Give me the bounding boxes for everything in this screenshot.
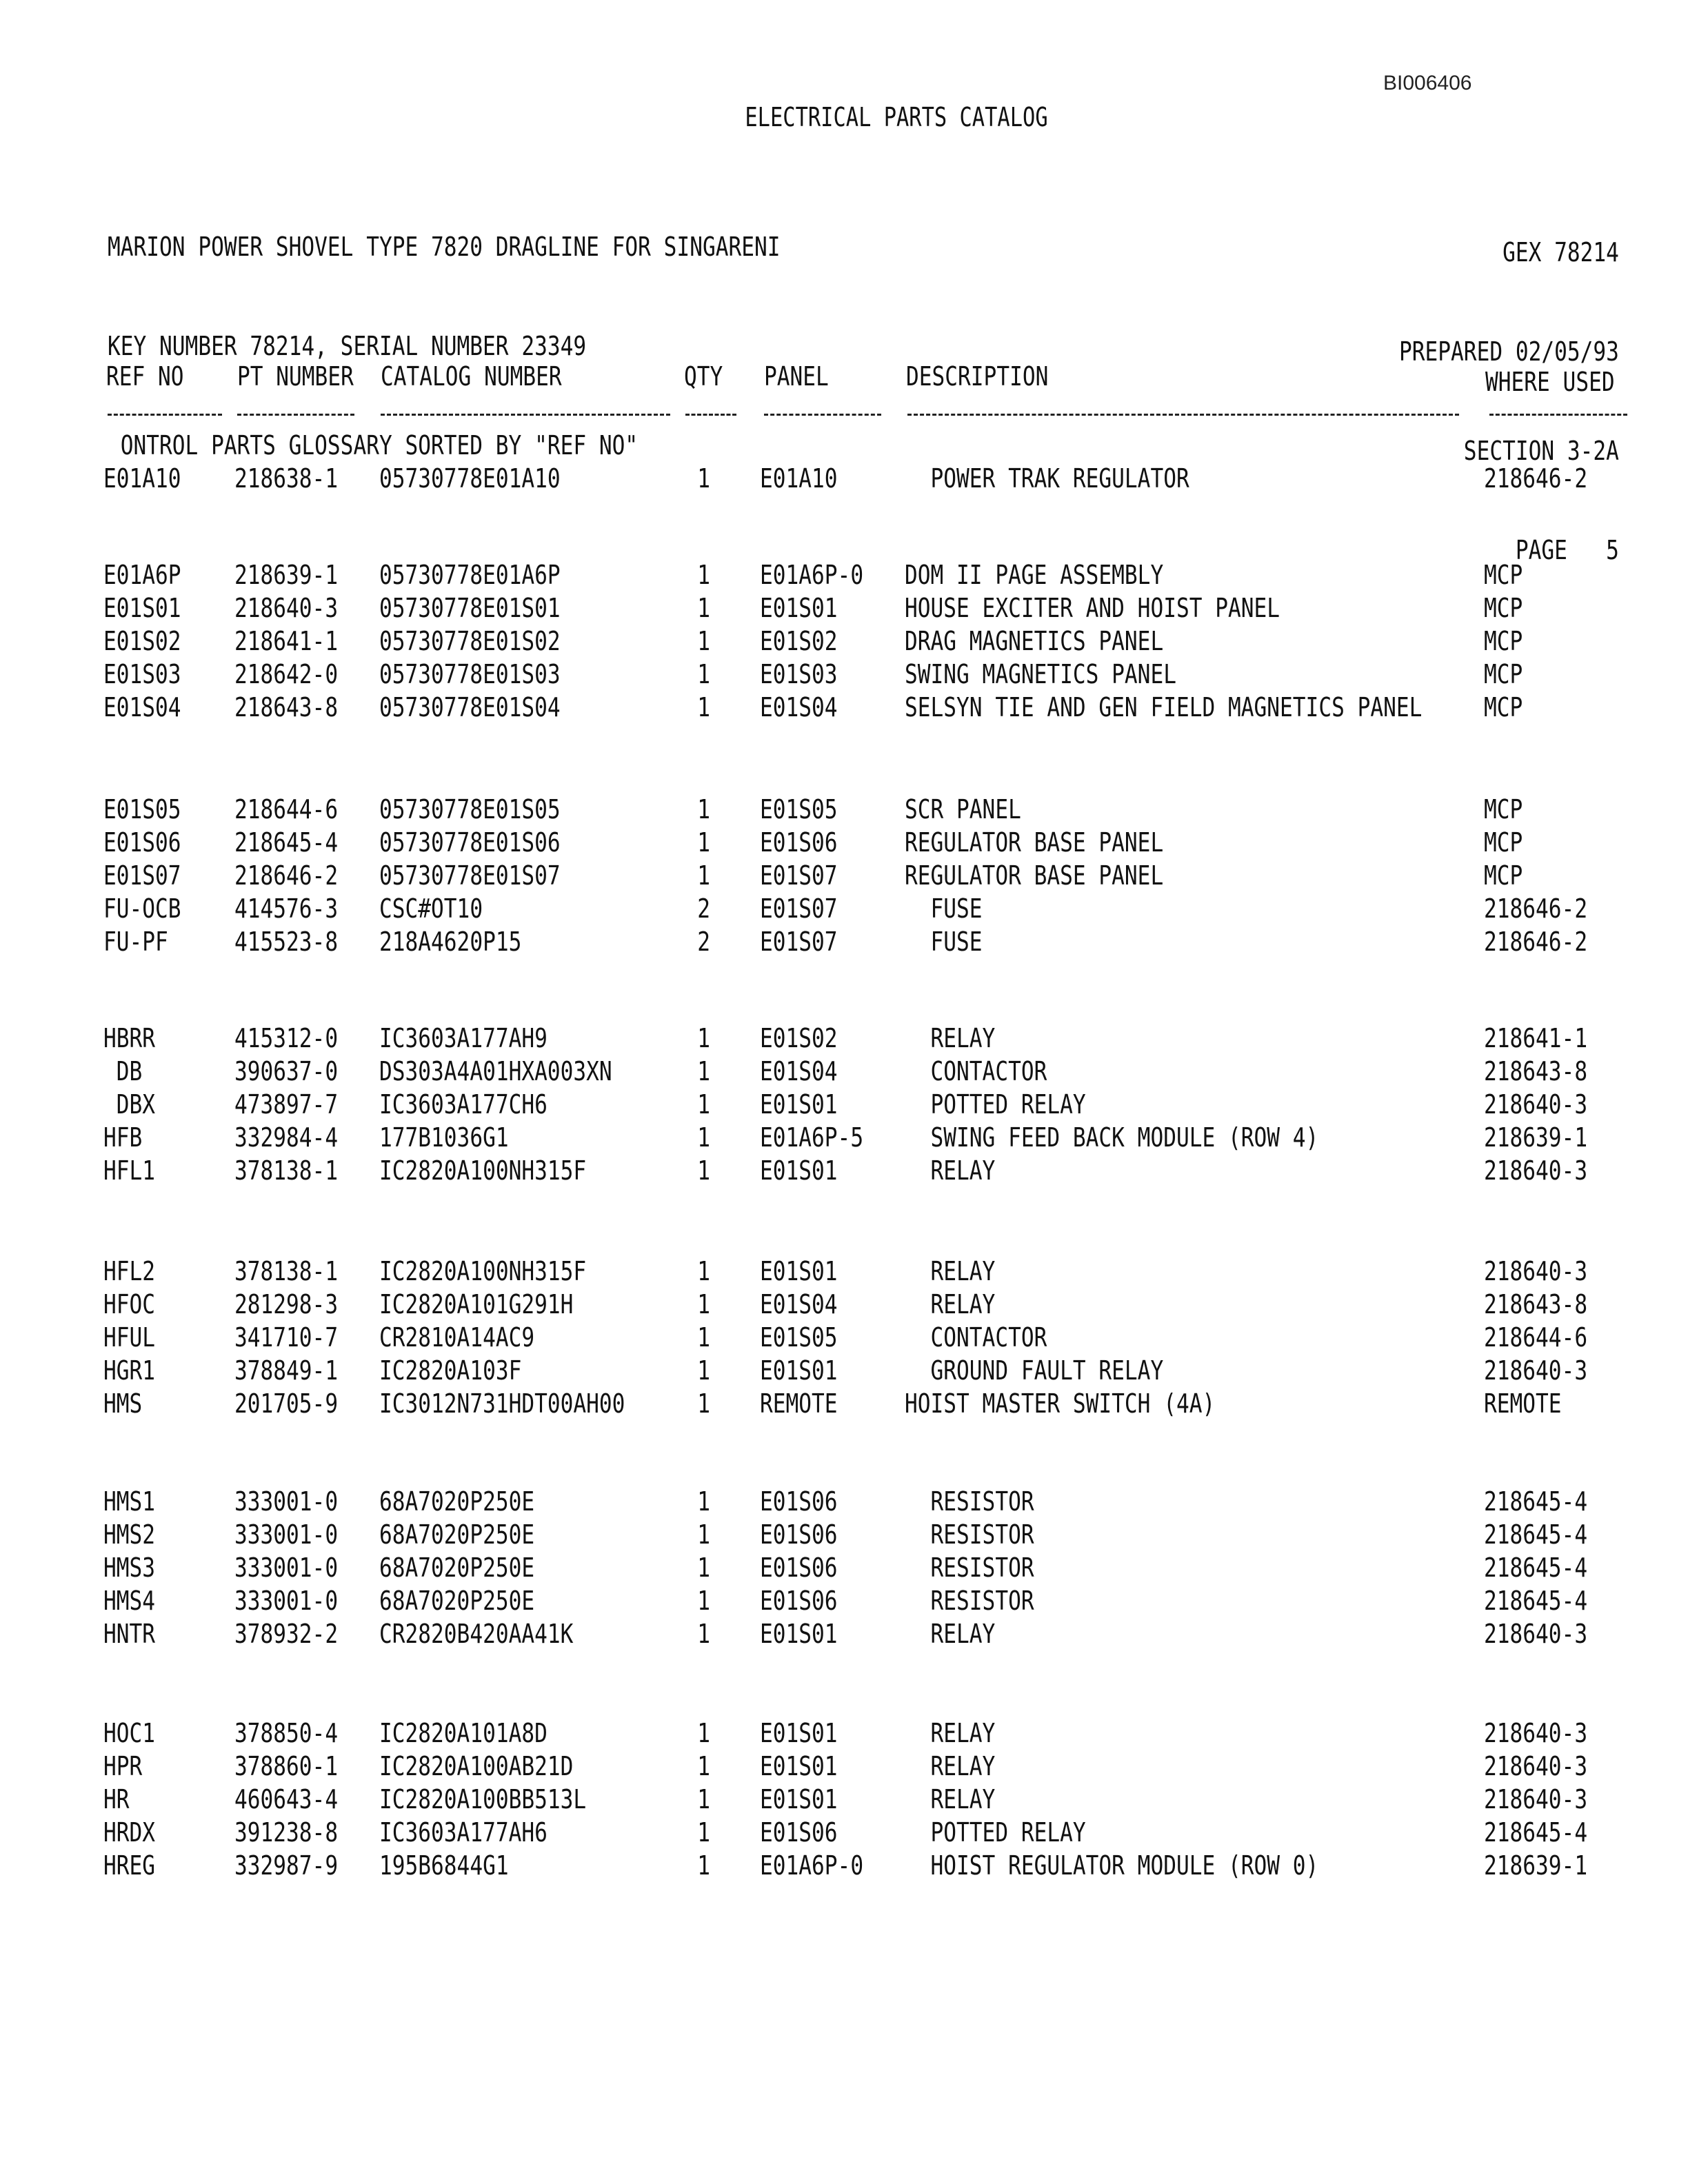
row-panel: E01S07	[760, 927, 838, 957]
row-panel: E01S07	[760, 860, 838, 891]
row-where-used: 218646-2	[1484, 893, 1588, 924]
row-where-used: MCP	[1484, 692, 1523, 722]
column-header-catalog-number: CATALOG NUMBER	[381, 361, 562, 392]
row-catalog-number: 05730778E01S05	[379, 794, 561, 825]
row-catalog-number: IC3603A177AH9	[379, 1023, 547, 1053]
row-panel: E01S01	[760, 1751, 838, 1781]
header-page-number: PAGE 5	[1515, 535, 1619, 565]
row-description: CONTACTOR	[905, 1056, 1047, 1086]
row-description: RESISTOR	[905, 1519, 1034, 1550]
row-catalog-number: 195B6844G1	[379, 1850, 509, 1881]
table-row	[0, 1121, 1688, 1154]
row-catalog-number: 05730778E01S03	[379, 659, 561, 689]
row-description: POTTED RELAY	[905, 1817, 1086, 1848]
table-row	[0, 691, 1688, 724]
row-pt-number: 414576-3	[234, 893, 339, 924]
row-panel: E01S04	[760, 692, 838, 722]
table-row	[0, 1088, 1688, 1121]
row-catalog-number: IC2820A101G291H	[379, 1289, 574, 1320]
row-pt-number: 378860-1	[234, 1751, 339, 1781]
row-ref-no: HOC1	[103, 1718, 156, 1748]
row-description: HOIST REGULATOR MODULE (ROW 0)	[905, 1850, 1319, 1881]
row-description: RELAY	[905, 1023, 996, 1053]
row-catalog-number: IC2820A100NH315F	[379, 1155, 587, 1186]
row-description: FUSE	[905, 927, 983, 957]
row-description: HOIST MASTER SWITCH (4A)	[905, 1388, 1216, 1419]
table-row	[0, 1022, 1688, 1055]
row-description: FUSE	[905, 893, 983, 924]
row-where-used: 218645-4	[1484, 1553, 1588, 1583]
table-row	[0, 1321, 1688, 1354]
row-where-used: 218640-3	[1484, 1619, 1588, 1649]
row-pt-number: 333001-0	[234, 1486, 339, 1517]
row-pt-number: 341710-7	[234, 1322, 339, 1353]
row-pt-number: 218644-6	[234, 794, 339, 825]
table-row	[0, 1354, 1688, 1387]
row-pt-number: 378849-1	[234, 1355, 339, 1386]
row-where-used: 218639-1	[1484, 1850, 1588, 1881]
row-catalog-number: 05730778E01A6P	[379, 560, 561, 590]
row-panel: E01S06	[760, 1486, 838, 1517]
row-where-used: MCP	[1484, 860, 1523, 891]
row-pt-number: 333001-0	[234, 1519, 339, 1550]
row-ref-no: HREG	[103, 1850, 156, 1881]
row-pt-number: 218643-8	[234, 692, 339, 722]
row-qty: 1	[697, 692, 710, 722]
column-header-pt-number: PT NUMBER	[237, 361, 354, 392]
table-row	[0, 1783, 1688, 1816]
column-rule	[381, 414, 670, 416]
row-where-used: 218646-2	[1484, 463, 1588, 494]
row-where-used: REMOTE	[1484, 1388, 1562, 1419]
row-panel: E01S01	[760, 1619, 838, 1649]
table-row	[0, 1584, 1688, 1617]
row-ref-no: DB	[103, 1056, 143, 1086]
table-row	[0, 1849, 1688, 1882]
row-qty: 1	[697, 1155, 710, 1186]
header-section: SECTION 3-2A	[1463, 436, 1619, 466]
row-pt-number: 218640-3	[234, 593, 339, 623]
row-ref-no: DBX	[103, 1089, 156, 1120]
row-panel: E01S01	[760, 1784, 838, 1814]
row-ref-no: FU-PF	[103, 927, 168, 957]
row-qty: 1	[697, 1486, 710, 1517]
row-qty: 1	[697, 1089, 710, 1120]
row-catalog-number: 05730778E01A10	[379, 463, 561, 494]
row-qty: 1	[697, 560, 710, 590]
row-panel: E01S07	[760, 893, 838, 924]
row-ref-no: HFOC	[103, 1289, 156, 1320]
row-description: RELAY	[905, 1784, 996, 1814]
row-description: RELAY	[905, 1619, 996, 1649]
header-line-machine: MARION POWER SHOVEL TYPE 7820 DRAGLINE FOR SINGARENI	[108, 232, 781, 262]
row-pt-number: 415523-8	[234, 927, 339, 957]
row-qty: 1	[697, 1023, 710, 1053]
table-row	[0, 1288, 1688, 1321]
row-catalog-number: IC2820A100AB21D	[379, 1751, 574, 1781]
row-qty: 1	[697, 1619, 710, 1649]
row-pt-number: 201705-9	[234, 1388, 339, 1419]
row-ref-no: HGR1	[103, 1355, 156, 1386]
row-where-used: MCP	[1484, 794, 1523, 825]
row-ref-no: E01S04	[103, 692, 181, 722]
table-row	[0, 1387, 1688, 1420]
row-description: RELAY	[905, 1751, 996, 1781]
row-catalog-number: 05730778E01S06	[379, 827, 561, 858]
catalog-title: ELECTRICAL PARTS CATALOG	[745, 102, 1048, 132]
row-pt-number: 281298-3	[234, 1289, 339, 1320]
row-panel: E01S06	[760, 1586, 838, 1616]
row-ref-no: HFL2	[103, 1256, 156, 1286]
column-header-panel: PANEL	[764, 361, 829, 392]
row-qty: 1	[697, 1122, 710, 1153]
row-description: REGULATOR BASE PANEL	[905, 827, 1164, 858]
row-pt-number: 378138-1	[234, 1256, 339, 1286]
table-row	[0, 1485, 1688, 1518]
row-pt-number: 473897-7	[234, 1089, 339, 1120]
row-catalog-number: CSC#OT10	[379, 893, 483, 924]
row-ref-no: E01S05	[103, 794, 181, 825]
column-rule	[1489, 414, 1627, 416]
row-qty: 1	[697, 659, 710, 689]
row-ref-no: HFL1	[103, 1155, 156, 1186]
row-description: POWER TRAK REGULATOR	[905, 463, 1189, 494]
row-pt-number: 391238-8	[234, 1817, 339, 1848]
row-panel: E01A10	[760, 463, 838, 494]
row-description: POTTED RELAY	[905, 1089, 1086, 1120]
row-catalog-number: 05730778E01S07	[379, 860, 561, 891]
header-gex-number: GEX 78214	[1503, 237, 1619, 267]
row-qty: 1	[697, 1718, 710, 1748]
row-qty: 1	[697, 1850, 710, 1881]
row-where-used: 218640-3	[1484, 1256, 1588, 1286]
document-id: BI006406	[1383, 72, 1472, 94]
row-qty: 1	[697, 1553, 710, 1583]
row-qty: 1	[697, 827, 710, 858]
table-row	[0, 1154, 1688, 1187]
row-panel: E01S05	[760, 794, 838, 825]
row-description: SWING MAGNETICS PANEL	[905, 659, 1176, 689]
row-description: HOUSE EXCITER AND HOIST PANEL	[905, 593, 1280, 623]
header-line-key-serial: KEY NUMBER 78214, SERIAL NUMBER 23349	[108, 331, 587, 361]
row-where-used: 218640-3	[1484, 1355, 1588, 1386]
row-ref-no: HMS	[103, 1388, 143, 1419]
row-where-used: MCP	[1484, 560, 1523, 590]
row-panel: E01S01	[760, 1256, 838, 1286]
row-panel: E01S06	[760, 1817, 838, 1848]
row-panel: E01S05	[760, 1322, 838, 1353]
row-panel: E01S06	[760, 827, 838, 858]
row-qty: 1	[697, 1256, 710, 1286]
row-qty: 1	[697, 1322, 710, 1353]
row-pt-number: 378850-4	[234, 1718, 339, 1748]
row-catalog-number: 177B1036G1	[379, 1122, 509, 1153]
row-panel: E01S06	[760, 1553, 838, 1583]
row-where-used: 218640-3	[1484, 1751, 1588, 1781]
row-catalog-number: IC2820A103F	[379, 1355, 522, 1386]
row-qty: 1	[697, 1817, 710, 1848]
table-row	[0, 925, 1688, 958]
row-qty: 2	[697, 893, 710, 924]
row-catalog-number: 68A7020P250E	[379, 1586, 535, 1616]
row-catalog-number: 05730778E01S04	[379, 692, 561, 722]
row-where-used: 218646-2	[1484, 927, 1588, 957]
column-rule	[108, 414, 222, 416]
row-where-used: 218640-3	[1484, 1784, 1588, 1814]
row-pt-number: 460643-4	[234, 1784, 339, 1814]
row-ref-no: E01S07	[103, 860, 181, 891]
row-description: RELAY	[905, 1718, 996, 1748]
row-ref-no: HRDX	[103, 1817, 156, 1848]
row-pt-number: 218639-1	[234, 560, 339, 590]
row-panel: E01S06	[760, 1519, 838, 1550]
row-catalog-number: 05730778E01S01	[379, 593, 561, 623]
row-pt-number: 218646-2	[234, 860, 339, 891]
row-ref-no: E01S03	[103, 659, 181, 689]
row-catalog-number: CR2810A14AC9	[379, 1322, 535, 1353]
row-panel: E01S03	[760, 659, 838, 689]
row-where-used: 218645-4	[1484, 1519, 1588, 1550]
row-ref-no: HFUL	[103, 1322, 156, 1353]
row-where-used: 218645-4	[1484, 1817, 1588, 1848]
row-ref-no: HMS3	[103, 1553, 156, 1583]
row-catalog-number: CR2820B420AA41K	[379, 1619, 574, 1649]
row-panel: E01A6P-5	[760, 1122, 864, 1153]
row-where-used: 218639-1	[1484, 1122, 1588, 1153]
row-pt-number: 218645-4	[234, 827, 339, 858]
row-where-used: 218645-4	[1484, 1486, 1588, 1517]
row-catalog-number: 218A4620P15	[379, 927, 522, 957]
row-description: RELAY	[905, 1155, 996, 1186]
row-description: RESISTOR	[905, 1486, 1034, 1517]
row-ref-no: FU-OCB	[103, 893, 181, 924]
row-catalog-number: DS303A4A01HXA003XN	[379, 1056, 612, 1086]
row-qty: 1	[697, 1586, 710, 1616]
row-panel: E01S01	[760, 1089, 838, 1120]
table-row	[0, 1055, 1688, 1088]
row-where-used: 218641-1	[1484, 1023, 1588, 1053]
row-pt-number: 332984-4	[234, 1122, 339, 1153]
row-qty: 1	[697, 1784, 710, 1814]
row-where-used: MCP	[1484, 593, 1523, 623]
row-pt-number: 218641-1	[234, 626, 339, 656]
row-ref-no: HR	[103, 1784, 130, 1814]
row-catalog-number: IC2820A100NH315F	[379, 1256, 587, 1286]
row-catalog-number: 68A7020P250E	[379, 1553, 535, 1583]
row-where-used: 218644-6	[1484, 1322, 1588, 1353]
row-pt-number: 390637-0	[234, 1056, 339, 1086]
row-where-used: 218643-8	[1484, 1289, 1588, 1320]
column-header-ref-no: REF NO	[106, 361, 184, 392]
row-ref-no: HNTR	[103, 1619, 156, 1649]
row-where-used: 218640-3	[1484, 1089, 1588, 1120]
row-pt-number: 332987-9	[234, 1850, 339, 1881]
row-ref-no: HMS4	[103, 1586, 156, 1616]
row-qty: 1	[697, 1289, 710, 1320]
row-pt-number: 333001-0	[234, 1586, 339, 1616]
row-qty: 1	[697, 1388, 710, 1419]
row-description: RELAY	[905, 1256, 996, 1286]
row-where-used: MCP	[1484, 626, 1523, 656]
row-panel: E01A6P-0	[760, 560, 864, 590]
row-qty: 1	[697, 1355, 710, 1386]
column-rule	[764, 414, 881, 416]
row-description: RELAY	[905, 1289, 996, 1320]
row-description: SCR PANEL	[905, 794, 1021, 825]
row-panel: E01S04	[760, 1056, 838, 1086]
column-rule	[685, 414, 736, 416]
row-qty: 1	[697, 1751, 710, 1781]
column-header-where-used: WHERE USED	[1485, 367, 1615, 397]
column-header-description: DESCRIPTION	[906, 361, 1049, 392]
row-panel: E01S01	[760, 1155, 838, 1186]
row-ref-no: E01A10	[103, 463, 181, 494]
row-where-used: 218645-4	[1484, 1586, 1588, 1616]
row-qty: 1	[697, 794, 710, 825]
row-description: CONTACTOR	[905, 1322, 1047, 1353]
table-row	[0, 462, 1688, 495]
row-pt-number: 378138-1	[234, 1155, 339, 1186]
row-where-used: 218640-3	[1484, 1718, 1588, 1748]
row-qty: 1	[697, 593, 710, 623]
row-description: REGULATOR BASE PANEL	[905, 860, 1164, 891]
row-panel: E01S04	[760, 1289, 838, 1320]
row-ref-no: HMS1	[103, 1486, 156, 1517]
table-row	[0, 658, 1688, 691]
row-catalog-number: IC3603A177CH6	[379, 1089, 547, 1120]
row-pt-number: 218638-1	[234, 463, 339, 494]
row-catalog-number: 68A7020P250E	[379, 1519, 535, 1550]
row-pt-number: 415312-0	[234, 1023, 339, 1053]
table-row	[0, 1518, 1688, 1551]
row-where-used: 218643-8	[1484, 1056, 1588, 1086]
row-ref-no: E01A6P	[103, 560, 181, 590]
row-qty: 2	[697, 927, 710, 957]
row-qty: 1	[697, 463, 710, 494]
row-where-used: 218640-3	[1484, 1155, 1588, 1186]
row-ref-no: HPR	[103, 1751, 143, 1781]
row-description: RESISTOR	[905, 1553, 1034, 1583]
row-catalog-number: 68A7020P250E	[379, 1486, 535, 1517]
row-where-used: MCP	[1484, 827, 1523, 858]
row-where-used: MCP	[1484, 659, 1523, 689]
row-panel: E01S02	[760, 626, 838, 656]
row-catalog-number: 05730778E01S02	[379, 626, 561, 656]
row-panel: E01S02	[760, 1023, 838, 1053]
table-row	[0, 1816, 1688, 1849]
row-description: DRAG MAGNETICS PANEL	[905, 626, 1164, 656]
row-ref-no: E01S06	[103, 827, 181, 858]
row-description: DOM II PAGE ASSEMBLY	[905, 560, 1164, 590]
column-rule	[907, 414, 1459, 416]
table-row	[0, 1617, 1688, 1650]
table-row	[0, 625, 1688, 658]
row-panel: REMOTE	[760, 1388, 838, 1419]
row-panel: E01S01	[760, 593, 838, 623]
row-catalog-number: IC3603A177AH6	[379, 1817, 547, 1848]
table-row	[0, 892, 1688, 925]
table-row	[0, 1551, 1688, 1584]
row-catalog-number: IC2820A100BB513L	[379, 1784, 587, 1814]
row-description: SELSYN TIE AND GEN FIELD MAGNETICS PANEL	[905, 692, 1423, 722]
row-panel: E01S01	[760, 1718, 838, 1748]
row-ref-no: HFB	[103, 1122, 143, 1153]
table-row	[0, 826, 1688, 859]
row-qty: 1	[697, 626, 710, 656]
row-qty: 1	[697, 860, 710, 891]
table-row	[0, 793, 1688, 826]
row-pt-number: 378932-2	[234, 1619, 339, 1649]
row-description: GROUND FAULT RELAY	[905, 1355, 1164, 1386]
row-pt-number: 218642-0	[234, 659, 339, 689]
row-catalog-number: IC3012N731HDT00AH00	[379, 1388, 625, 1419]
column-header-qty: QTY	[684, 361, 723, 392]
row-ref-no: HMS2	[103, 1519, 156, 1550]
row-qty: 1	[697, 1056, 710, 1086]
row-qty: 1	[697, 1519, 710, 1550]
row-catalog-number: IC2820A101A8D	[379, 1718, 547, 1748]
table-row	[0, 859, 1688, 892]
row-panel: E01A6P-0	[760, 1850, 864, 1881]
table-row	[0, 1750, 1688, 1783]
header-line-glossary: ONTROL PARTS GLOSSARY SORTED BY "REF NO"	[108, 430, 639, 461]
row-ref-no: HBRR	[103, 1023, 156, 1053]
row-description: SWING FEED BACK MODULE (ROW 4)	[905, 1122, 1319, 1153]
table-row	[0, 1255, 1688, 1288]
table-row	[0, 558, 1688, 592]
row-ref-no: E01S02	[103, 626, 181, 656]
row-panel: E01S01	[760, 1355, 838, 1386]
table-row	[0, 1717, 1688, 1750]
header-prepared-date: PREPARED 02/05/93	[1399, 336, 1619, 367]
table-row	[0, 592, 1688, 625]
row-pt-number: 333001-0	[234, 1553, 339, 1583]
column-rule	[237, 414, 354, 416]
row-description: RESISTOR	[905, 1586, 1034, 1616]
row-ref-no: E01S01	[103, 593, 181, 623]
